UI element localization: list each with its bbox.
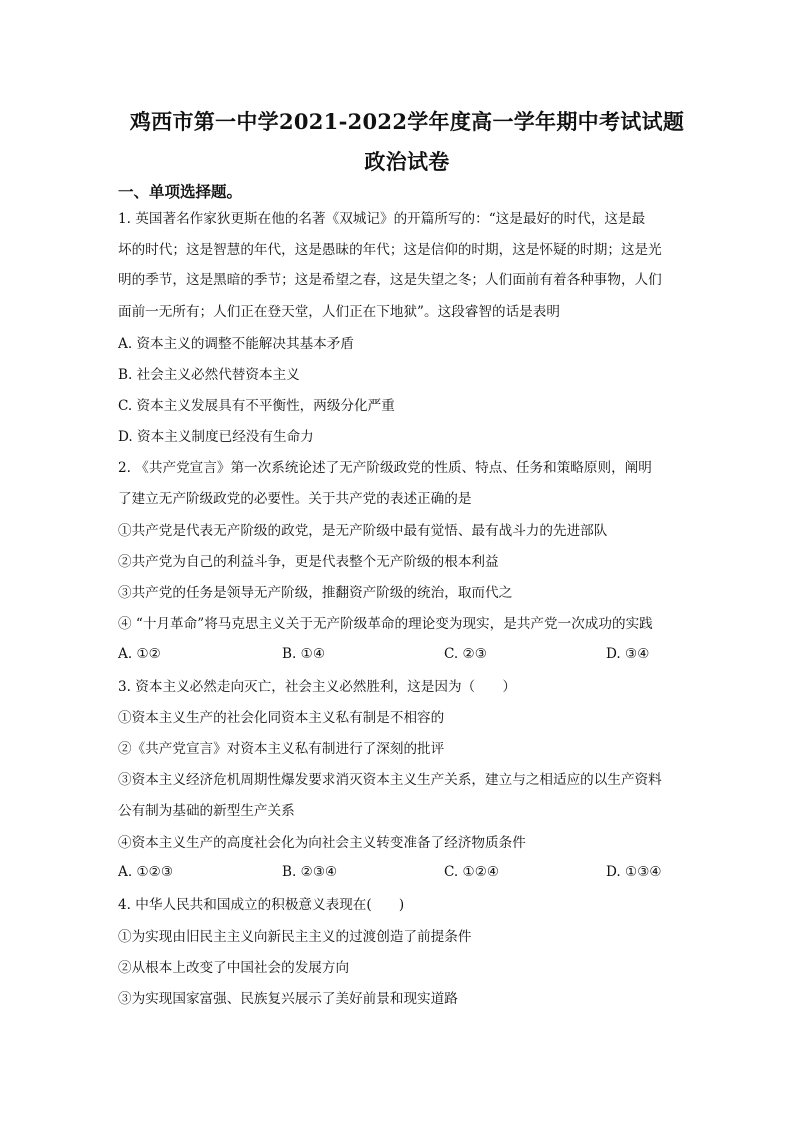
- question-2-options: [118, 646, 678, 666]
- question-4-statement-2: ②从根本上改变了中国社会的发展方向: [118, 960, 350, 976]
- question-2-statement-2: ②共产党为自己的利益斗争，更是代表整个无产阶级的根本利益: [118, 554, 499, 570]
- question-3-option-c: C. ①②④: [444, 864, 500, 880]
- question-4-line: 4. 中华人民共和国成立的积极意义表现在( ): [118, 897, 405, 913]
- exam-subtitle: 政治试卷: [364, 149, 450, 174]
- question-1-option-a: A. 资本主义的调整不能解决其基本矛盾: [118, 336, 354, 352]
- question-3-option-a: A. ①②③: [118, 864, 174, 880]
- exam-title: 鸡西市第一中学2021-2022学年度高一学年期中考试试题: [129, 109, 685, 134]
- question-3-statement-3-cont: 公有制为基础的新型生产关系: [118, 803, 295, 819]
- question-4-statement-3: ③为实现国家富强、民族复兴展示了美好前景和现实道路: [118, 991, 458, 1007]
- question-3-statement-1: ①资本主义生产的社会化同资本主义私有制是不相容的: [118, 710, 445, 726]
- question-1-line: 面前一无所有；人们正在登天堂，人们正在下地狱”。这段睿智的话是表明: [118, 304, 560, 320]
- question-3-statement-2: ②《共产党宣言》对资本主义私有制进行了深刻的批评: [118, 741, 445, 757]
- question-2-option-a: A. ①②: [118, 646, 161, 662]
- question-1-option-d: D. 资本主义制度已经没有生命力: [118, 429, 314, 445]
- question-2-statement-3: ③共产党的任务是领导无产阶级，推翻资产阶级的统治，取而代之: [118, 585, 513, 601]
- question-3-options: [118, 864, 678, 884]
- question-1-option-b: B. 社会主义必然代替资本主义: [118, 367, 300, 383]
- question-2-line: 2. 《共产党宣言》第一次系统论述了无产阶级政党的性质、特点、任务和策略原则，阐明: [118, 460, 652, 476]
- question-2-option-d: D. ③④: [606, 646, 650, 662]
- question-2-option-b: B. ①④: [282, 646, 326, 662]
- question-2-statement-1: ①共产党是代表无产阶级的政党，是无产阶级中最有觉悟、最有战斗力的先进部队: [118, 523, 608, 539]
- question-4-statement-1: ①为实现由旧民主主义向新民主主义的过渡创造了前提条件: [118, 929, 472, 945]
- question-1-line: 坏的时代；这是智慧的年代，这是愚昧的年代；这是信仰的时期，这是怀疑的时期；这是光: [118, 242, 662, 258]
- question-1-line: 明的季节，这是黑暗的季节；这是希望之春，这是失望之冬；人们面前有着各种事物，人们: [118, 272, 662, 288]
- question-2-option-c: C. ②③: [444, 646, 487, 662]
- question-3-option-d: D. ①③④: [606, 864, 662, 880]
- question-1-line: 1. 英国著名作家狄更斯在他的名著《双城记》的开篇所写的：“这是最好的时代，这是最: [118, 211, 646, 227]
- question-3-statement-3: ③资本主义经济危机周期性爆发要求消灭资本主义生产关系，建立与之相适应的以生产资料: [118, 772, 662, 788]
- question-3-statement-4: ④资本主义生产的高度社会化为向社会主义转变准备了经济物质条件: [118, 835, 526, 851]
- question-2-statement-4: ④ “十月革命”将马克思主义关于无产阶级革命的理论变为现实，是共产党一次成功的实践: [118, 616, 653, 632]
- question-1-option-c: C. 资本主义发展具有不平衡性，两级分化严重: [118, 398, 395, 414]
- section-heading: 一、单项选择题。: [118, 182, 243, 201]
- question-3-line: 3. 资本主义必然走向灭亡，社会主义必然胜利，这是因为（ ）: [118, 679, 516, 695]
- question-3-option-b: B. ②③④: [282, 864, 338, 880]
- question-2-line: 了建立无产阶级政党的必要性。关于共产党的表述正确的是: [118, 491, 472, 507]
